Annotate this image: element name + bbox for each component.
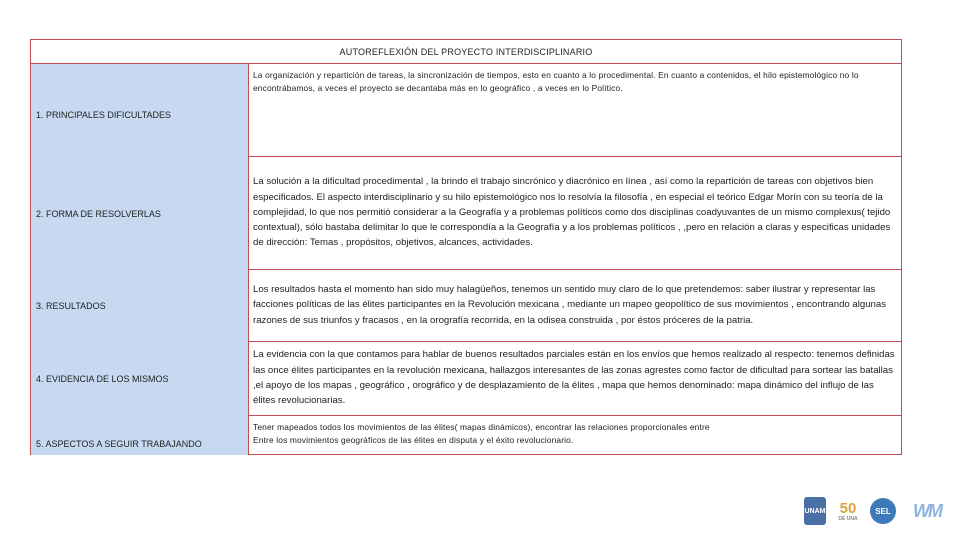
row-label bbox=[31, 64, 249, 156]
row-label-text: 4. EVIDENCIA DE LOS MISMOS bbox=[36, 374, 169, 384]
row-evidencia bbox=[31, 341, 901, 415]
sel-logo-icon: SEL bbox=[870, 498, 896, 524]
row-label bbox=[31, 269, 249, 341]
row-content bbox=[249, 341, 901, 415]
row-label-text: 1. PRINCIPALES DIFICULTADES bbox=[36, 110, 172, 120]
row-text: La evidencia con la que contamos para hablar de buenos resultados parciales están en los envíos que hemos realizado al respecto: tenemos definidas las once élites participantes en la revolución mexicana, hallazgos interesantes de las zonas agrestes como factor de dificultad para sortear las batallas ,el apoyo de los mapas , geográfico , orográfico y de desplazamiento de la élites , mapa que hemos denominado: mapa dinámico del influjo de las élites revolucionarias. bbox=[253, 349, 895, 407]
row-content bbox=[249, 415, 901, 455]
reflection-table bbox=[30, 39, 902, 455]
row-label bbox=[31, 156, 249, 269]
row-content bbox=[249, 64, 901, 156]
row-label-text: 2. FORMA DE RESOLVERLAS bbox=[36, 208, 161, 219]
fifty-years-logo-icon bbox=[832, 498, 864, 524]
row-resolverlas bbox=[31, 156, 901, 269]
row-label-text: 3. RESULTADOS bbox=[36, 301, 106, 311]
logo-50-caption: DE UNA bbox=[838, 515, 858, 522]
table-title: AUTOREFLEXIÓN DEL PROYECTO INTERDISCIPLINARIO bbox=[31, 40, 901, 64]
row-text-line1: Tener mapeados todos los movimientos de las élites( mapas dinámicos), encontrar las relaciones proporcionales entre bbox=[253, 422, 710, 432]
row-label bbox=[31, 415, 249, 455]
row-label-text: 5. ASPECTOS A SEGUIR TRABAJANDO bbox=[36, 439, 202, 449]
row-text-line2: Entre los movimientos geográficos de las élites en disputa y el éxito revolucionario. bbox=[253, 435, 574, 446]
row-text: Los resultados hasta el momento han sido muy halagüeños, tenemos un sentido muy claro de lo que pretendemos: saber ilustrar y representar las facciones políticas de las élites participantes en la Revolución mexicana , mediante un mapeo geopolítico de sus movimientos , encontrando algunas razones de sus triunfos y fracasos , en la orografía recorrida, en la odisea construida , por éstos próceres de la patria. bbox=[253, 284, 887, 326]
row-content bbox=[249, 156, 901, 269]
row-aspectos bbox=[31, 415, 901, 455]
row-label bbox=[31, 341, 249, 415]
logo-50-number: 50 bbox=[839, 499, 857, 517]
row-text: La organización y repartición de tareas, la sincronización de tiempos, esto en cuanto a lo procedimental. En cuanto a contenidos, el hilo epistemológico no lo encontrábamos, a veces el proyecto se decantaba más en lo geográfico , a veces en lo Político. bbox=[253, 70, 859, 94]
row-text: La solución a la dificultad procedimental , la brindo el trabajo sincrónico y diacrónico en línea , así como la repartición de tareas con objetivos bien especificados. El aspecto interdisciplinario y su hilo epistemológico nos lo resolvía la filosofía , en especial el teórico Edgar Morín con su teoría de la complejidad, lo que nos permitió considerar a la Geografía y a problemas políticos como dos disciplinas coadyuvantes de un mismo complexus( tejido contextual), sólo bastaba delimitar lo que le correspondía a la Geografía y a los problemas políticos , ,pero en relación a claras y especificas unidades de dirección: Temas , propósitos, objetivos, alcances, actividades. bbox=[253, 176, 891, 249]
row-content bbox=[249, 269, 901, 341]
footer-logos bbox=[804, 496, 952, 526]
row-resultados bbox=[31, 269, 901, 341]
unam-logo-icon: UNAM bbox=[804, 497, 826, 525]
row-dificultades bbox=[31, 64, 901, 156]
wm-logo-icon: WM bbox=[913, 500, 941, 521]
